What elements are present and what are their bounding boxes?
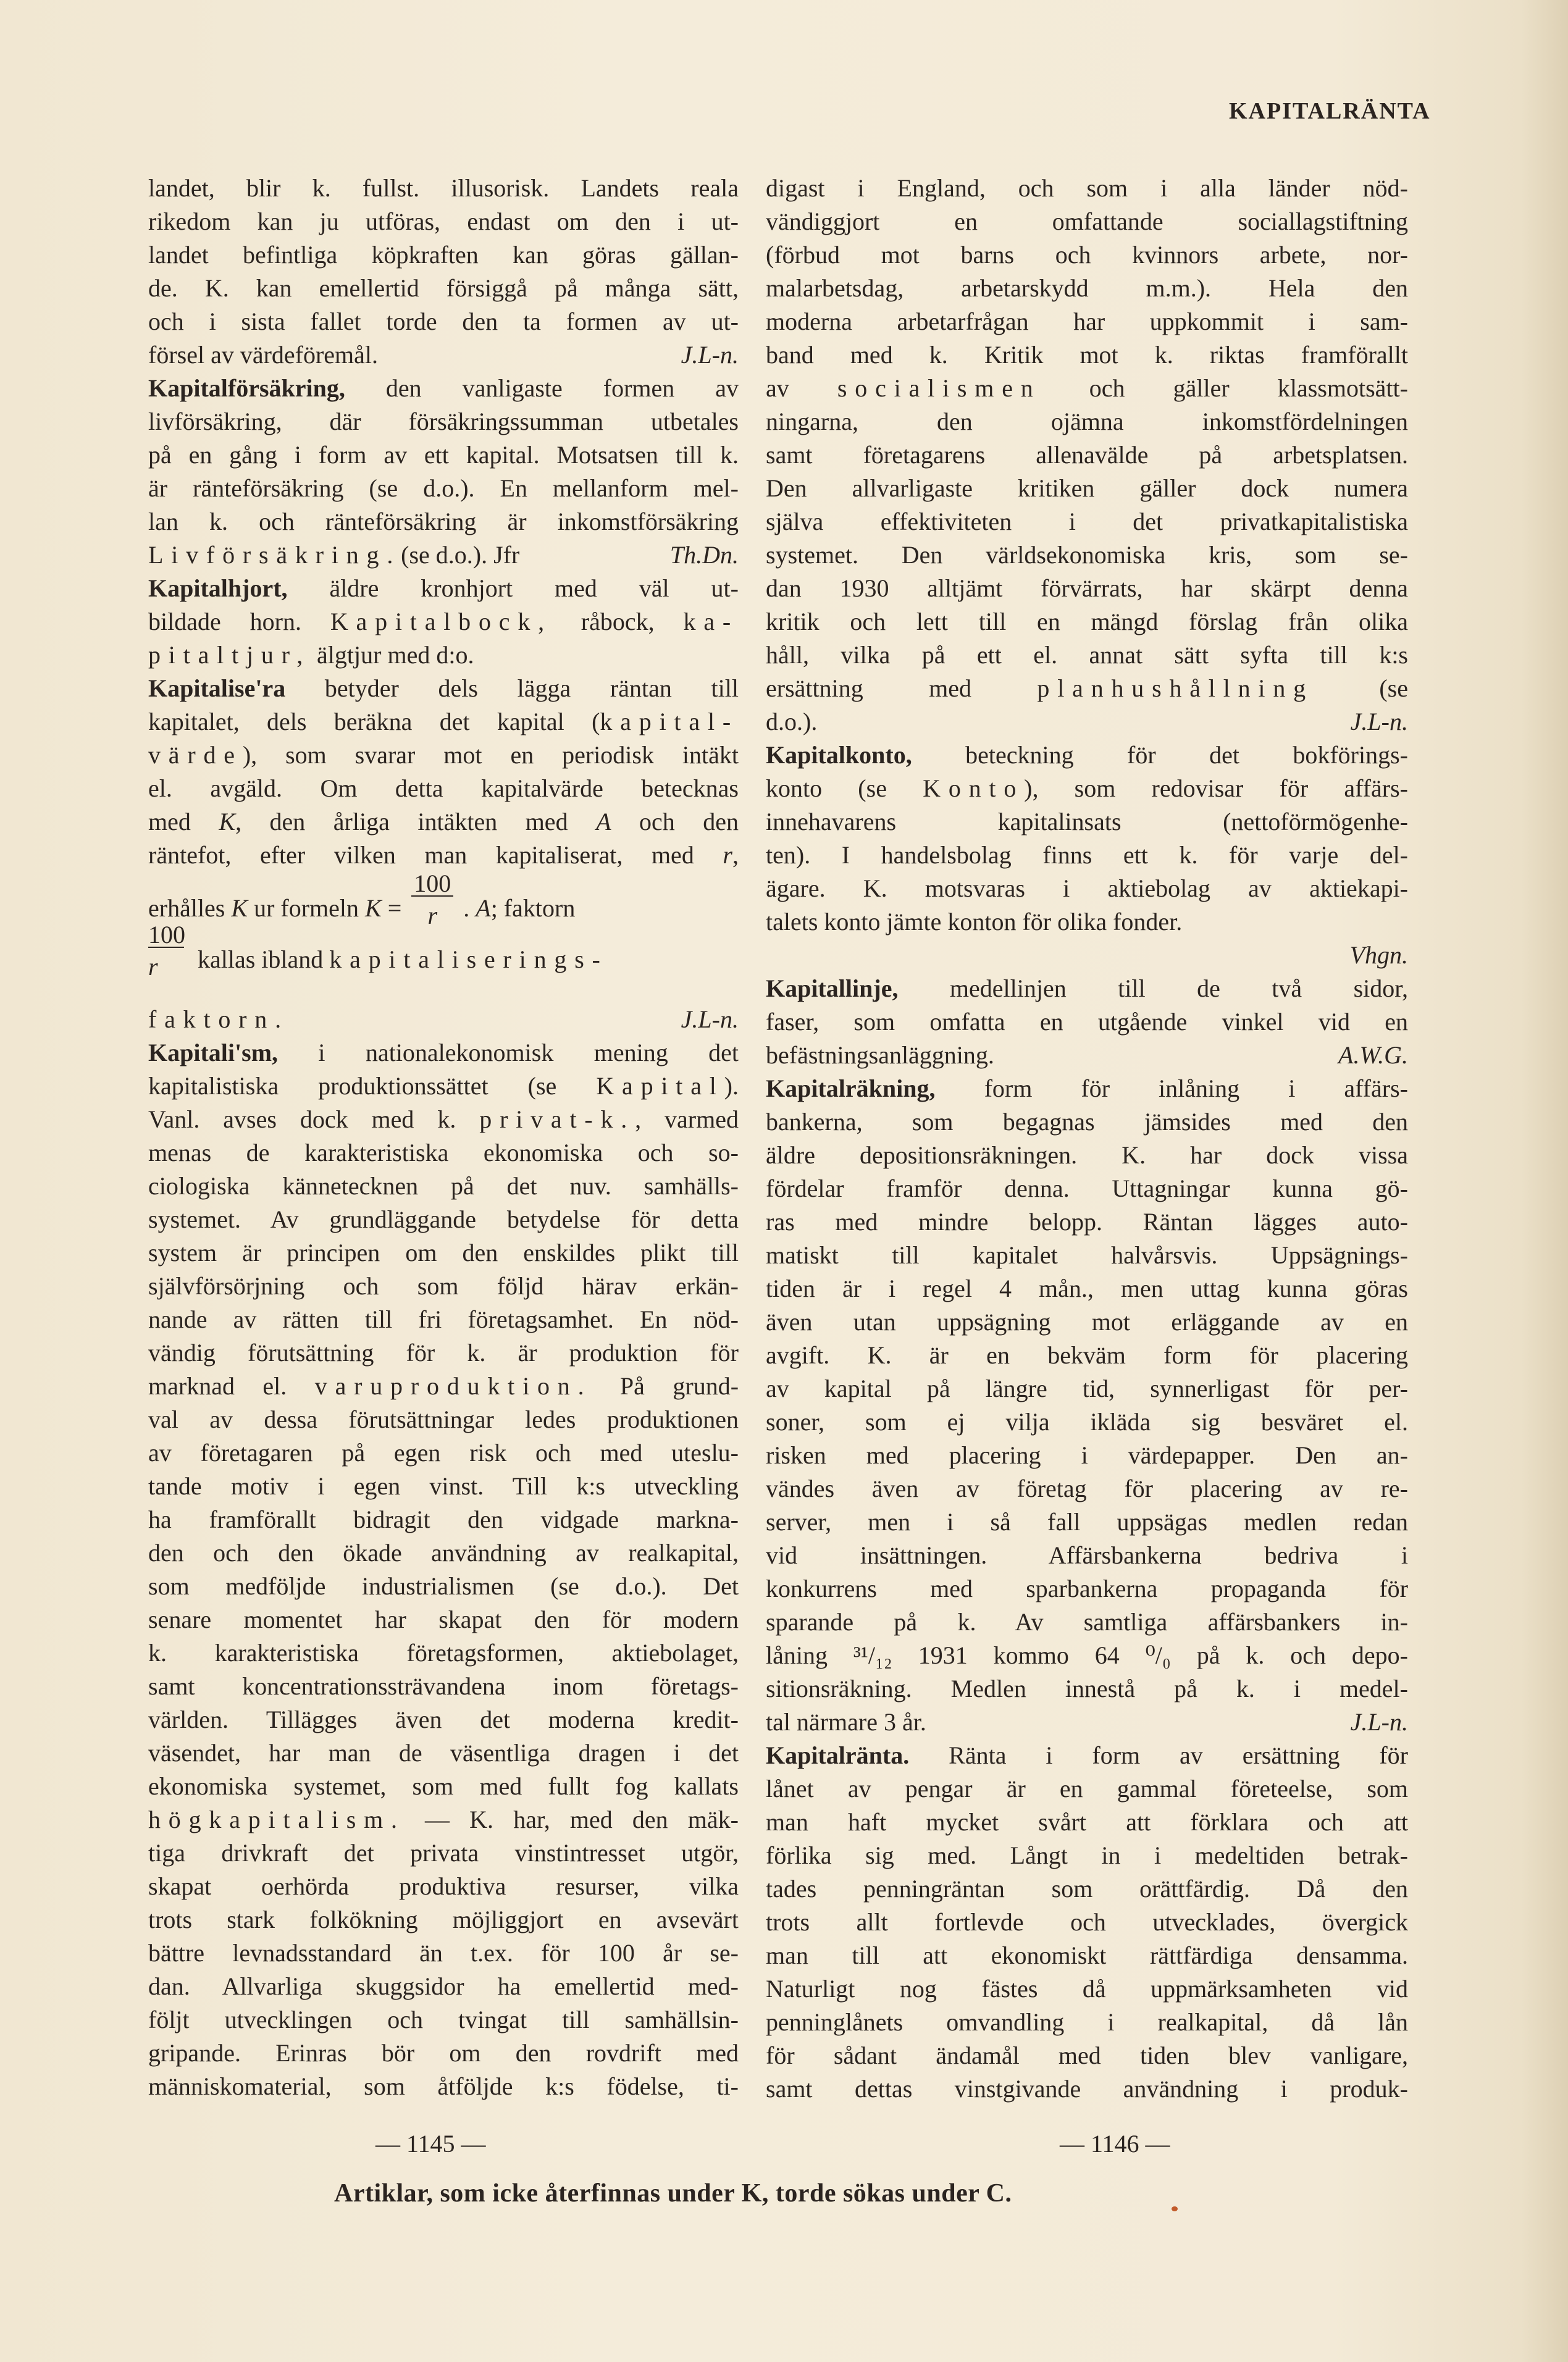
formula-text: kallas ibland — [191, 945, 330, 973]
text-line — [148, 1937, 739, 1970]
text-line — [766, 1072, 1408, 1105]
text-segment: systemet. Den världsekonomiska kris, som se- — [766, 541, 1408, 569]
text-segment: med — [148, 808, 219, 835]
text-segment: håll, vilka på ett el. annat sätt syfta till k:s — [766, 641, 1408, 669]
text-segment: ), som svarar mot en periodisk intäkt — [242, 741, 739, 769]
text-line — [148, 472, 739, 505]
text-segment: av — [766, 374, 837, 402]
entry-headword: Kapitalräkning, — [766, 1074, 936, 1102]
text-segment: livförsäkring, där försäkringssumman utbetales — [148, 408, 739, 435]
text-segment: ägare. K. motsvaras i aktiebolag av aktiekapi- — [766, 874, 1408, 902]
text-segment: tal närmare 3 år. — [766, 1708, 926, 1736]
entry-headword: Kapitalkonto, — [766, 741, 912, 769]
text-segment: ). — [724, 1072, 739, 1100]
author-signature: A.W.G. — [1338, 1041, 1408, 1069]
text-segment: bankerna, som begagnas jämsides med den — [766, 1108, 1408, 1136]
text-line — [148, 1636, 739, 1670]
text-line — [766, 505, 1408, 538]
spaced-term: Kapitalbock, — [330, 608, 552, 635]
spaced-term: planhushållning — [1037, 674, 1314, 702]
text-segment: el. avgäld. Om detta kapitalvärde betecknas — [148, 774, 739, 802]
page-number-left: — 1145 — — [375, 2130, 486, 2158]
text-segment: ersättning med — [766, 674, 1038, 702]
text-line — [148, 1236, 739, 1270]
author-signature: Th.Dn. — [669, 541, 739, 569]
text-line — [766, 972, 1408, 1005]
text-line — [766, 305, 1408, 338]
formula-text: ; faktorn — [490, 894, 576, 922]
text-segment: självförsörjning och som följd härav erkän- — [148, 1272, 739, 1300]
spaced-term: värde — [148, 741, 243, 769]
text-line — [766, 405, 1408, 438]
text-segment: gripande. Erinras bör om den rovdrift med — [148, 2039, 739, 2067]
formula-var-k: K — [231, 894, 248, 922]
text-segment: skapat oerhörda produktiva resurser, vilka — [148, 1872, 739, 1900]
text-segment: dan 1930 alltjämt förvärrats, har skärpt denna — [766, 574, 1408, 602]
text-line — [766, 1139, 1408, 1172]
left-column-lines-top — [148, 172, 739, 872]
text-line — [148, 705, 739, 739]
text-line — [148, 772, 739, 805]
text-segment: äldre kronhjort med väl ut- — [287, 574, 739, 602]
fraction-denominator: r — [148, 952, 158, 981]
text-segment: d.o.). — [766, 708, 818, 735]
text-line — [766, 1005, 1408, 1039]
fraction-bar — [411, 895, 453, 897]
text-segment: Vanl. avses dock med k. — [148, 1105, 480, 1133]
text-segment: ha framförallt bidragit den vidgade markna- — [148, 1506, 739, 1533]
text-segment: befästningsanläggning. — [766, 1041, 994, 1069]
text-segment: vändig förutsättning för k. är produktion för — [148, 1339, 739, 1367]
formula-var-k: K — [365, 894, 382, 922]
text-segment: tades penningräntan som orättfärdig. Då den — [766, 1875, 1408, 1903]
text-line — [148, 1770, 739, 1803]
text-segment: bättre levnadsstandard än t.ex. för 100 år se- — [148, 1939, 739, 1967]
text-line — [148, 1270, 739, 1303]
text-segment: faser, som omfatta en utgående vinkel vid en — [766, 1008, 1408, 1036]
text-line — [148, 572, 739, 605]
text-line — [148, 1603, 739, 1636]
text-segment: på en gång i form av ett kapital. Motsatsen till k. — [148, 441, 739, 469]
text-segment: ekonomiska systemet, som med fullt fog kallats — [148, 1772, 739, 1800]
text-line — [148, 372, 739, 405]
entry-headword: Kapitalförsäkring, — [148, 374, 345, 402]
text-segment: kritik och lett till en mängd förslag från olika — [766, 608, 1408, 635]
text-line — [148, 272, 739, 305]
text-line — [148, 672, 739, 705]
text-line — [148, 1136, 739, 1170]
text-line — [766, 1539, 1408, 1572]
text-line — [148, 172, 739, 205]
text-segment: och den — [611, 808, 739, 835]
text-line — [766, 2006, 1408, 2039]
text-segment: ciologiska kännetecknen på det nuv. samhälls- — [148, 1172, 739, 1200]
formula-text: . — [457, 894, 476, 922]
text-line — [148, 1736, 739, 1770]
text-segment: — K. har, med den mäk- — [405, 1806, 739, 1833]
text-segment: server, men i så fall uppsägas medlen redan — [766, 1508, 1408, 1536]
left-column — [148, 172, 739, 2103]
text-line — [766, 1739, 1408, 1772]
spaced-term: varuproduktion. — [314, 1372, 592, 1400]
spaced-term: kapitaliserings- — [329, 945, 608, 973]
text-line — [148, 805, 739, 839]
text-segment: matiskt till kapitalet halvårsvis. Uppsägnings- — [766, 1241, 1408, 1269]
text-line — [766, 372, 1408, 405]
text-line — [766, 438, 1408, 472]
text-line — [766, 939, 1408, 972]
text-segment: låning ³¹/₁₂ 1931 kommo 64 ⁰/₀ på k. och depo- — [766, 1641, 1408, 1669]
fraction — [408, 869, 457, 929]
text-line — [766, 1972, 1408, 2006]
text-line — [148, 1170, 739, 1203]
text-segment: (förbud mot barns och kvinnors arbete, nor- — [766, 241, 1408, 269]
formula-end-line — [148, 978, 739, 1036]
text-line — [148, 1870, 739, 1903]
text-segment: bildade horn. — [148, 608, 330, 635]
text-line — [148, 338, 739, 372]
spaced-term: privat-k. — [479, 1105, 635, 1133]
text-line — [766, 1405, 1408, 1439]
text-line — [148, 538, 739, 572]
text-segment: även utan uppsägning mot erläggande av en — [766, 1308, 1408, 1336]
spaced-term: Konto — [923, 774, 1025, 802]
text-segment: för sådant ändamål med tiden blev vanligare, — [766, 2042, 1408, 2069]
entry-headword: Kapitalränta. — [766, 1741, 910, 1769]
text-line — [766, 672, 1408, 705]
text-line — [148, 1203, 739, 1236]
text-segment: följt utvecklingen och tvingat till samhällsin- — [148, 2006, 739, 2033]
left-column-lines-bottom — [148, 1036, 739, 2103]
text-segment: Den allvarligaste kritiken gäller dock numera — [766, 474, 1408, 502]
spaced-term: Kapital — [596, 1072, 724, 1100]
formula-factor-line — [148, 920, 739, 981]
text-line — [148, 2003, 739, 2037]
text-line — [766, 338, 1408, 372]
text-line — [766, 772, 1408, 805]
text-line — [148, 1670, 739, 1703]
text-segment: talets konto jämte konton för olika fonder. — [766, 908, 1183, 936]
text-line — [148, 1370, 739, 1403]
text-segment: dan. Allvarliga skuggsidor ha emellertid med- — [148, 1972, 739, 2000]
text-line — [766, 1606, 1408, 1639]
entry-headword: Kapitali'sm, — [148, 1039, 279, 1066]
author-signature: J.L-n. — [1350, 1708, 1408, 1736]
formula-text: erhålles — [148, 894, 232, 922]
text-line — [766, 572, 1408, 605]
text-line — [148, 1070, 739, 1103]
text-segment: penninglånets omvandling i realkapital, då lån — [766, 2008, 1408, 2036]
paper-speck — [1172, 2206, 1178, 2211]
text-line — [148, 305, 739, 338]
text-segment: moderna arbetarfrågan har uppkommit i sam- — [766, 308, 1408, 335]
text-line — [148, 1970, 739, 2003]
text-segment: konto (se — [766, 774, 923, 802]
text-segment: menas de karakteristiska ekonomiska och so- — [148, 1139, 739, 1166]
text-line — [766, 2072, 1408, 2106]
text-line — [766, 1806, 1408, 1839]
author-signature: J.L-n. — [681, 341, 739, 369]
text-line — [766, 1706, 1408, 1739]
text-line — [148, 1336, 739, 1370]
text-segment: marknad el. — [148, 1372, 315, 1400]
text-segment: tiga drivkraft det privata vinstintresset utgör, — [148, 1839, 739, 1867]
text-line — [766, 1339, 1408, 1372]
text-segment: kapitalistiska produktionssättet (se — [148, 1072, 597, 1100]
text-segment: försel av värdeföremål. — [148, 341, 379, 369]
text-segment: (se — [1313, 674, 1408, 702]
spaced-term: högkapitalism. — [148, 1806, 405, 1833]
text-line — [766, 839, 1408, 872]
text-line — [148, 605, 739, 639]
text-segment: älgtjur med d:o. — [311, 641, 474, 669]
text-segment: vid insättningen. Affärsbankerna bedriva i — [766, 1541, 1408, 1569]
text-line — [148, 2037, 739, 2070]
text-line — [148, 1436, 739, 1470]
text-segment: landet befintliga köpkraften kan göras gällan- — [148, 241, 739, 269]
text-segment: systemet. Av grundläggande betydelse för detta — [148, 1205, 739, 1233]
right-column — [766, 172, 1408, 2106]
text-line — [148, 505, 739, 538]
text-line — [148, 2070, 739, 2103]
text-segment: och gäller klassmotsätt- — [1041, 374, 1408, 402]
text-segment: själva effektiviteten i det privatkapitalistiska — [766, 508, 1408, 535]
text-segment: form för inlåning i affärs- — [935, 1074, 1408, 1102]
text-segment: betyder dels lägga räntan till — [285, 674, 739, 702]
text-segment: rikedom kan ju utföras, endast om den i ut- — [148, 207, 739, 235]
text-segment: risken med placering i värdepapper. Den an- — [766, 1441, 1408, 1469]
text-segment: av kapital på längre tid, synnerligast för per- — [766, 1375, 1408, 1402]
fraction-numerator: 100 — [148, 920, 185, 949]
text-line — [766, 238, 1408, 272]
text-line — [766, 605, 1408, 639]
text-line — [148, 639, 739, 672]
text-line — [766, 272, 1408, 305]
italic-variable: r — [723, 841, 732, 869]
text-line — [148, 1036, 739, 1070]
text-segment: förlika sig med. Långt in i medeltiden betrak- — [766, 1841, 1408, 1869]
text-segment: beteckning för det bokförings- — [912, 741, 1408, 769]
text-segment: den vanligaste formen av — [345, 374, 739, 402]
text-segment: man haft mycket svårt att förklara och att — [766, 1808, 1408, 1836]
text-line — [148, 438, 739, 472]
text-segment: landet, blir k. fullst. illusorisk. Landets reala — [148, 174, 739, 202]
text-line — [766, 705, 1408, 739]
fraction-denominator: r — [427, 901, 438, 929]
text-segment: äldre depositionsräkningen. K. har dock vissa — [766, 1141, 1408, 1169]
text-segment: innehavarens kapitalinsats (nettoförmögenhe- — [766, 808, 1408, 835]
running-header: KAPITALRÄNTA — [1229, 98, 1431, 124]
text-line — [766, 1939, 1408, 1972]
author-signature: Vhgn. — [1349, 941, 1408, 969]
text-line — [766, 905, 1408, 939]
formula-var-a: A — [476, 894, 491, 922]
text-segment: vändes även av företag för placering av re- — [766, 1475, 1408, 1502]
text-segment: ten). I handelsbolag finns ett k. för varje del- — [766, 841, 1408, 869]
text-segment: Naturligt nog fästes då uppmärksamheten vid — [766, 1975, 1408, 2003]
text-segment: kapitalet, dels beräkna det kapital ( — [148, 708, 600, 735]
text-segment: lånet av pengar är en gammal företeelse, som — [766, 1775, 1408, 1803]
text-line — [766, 1239, 1408, 1272]
entry-headword: Kapitalhjort, — [148, 574, 288, 602]
text-segment: man till att ekonomiskt rättfärdiga densamma. — [766, 1941, 1408, 1969]
capitalization-formula — [148, 869, 739, 1036]
text-line — [148, 1403, 739, 1436]
text-line — [766, 2039, 1408, 2072]
text-line — [766, 1506, 1408, 1539]
author-signature: J.L-n. — [681, 1005, 739, 1033]
text-line — [766, 1672, 1408, 1706]
formula-text: ur formeln — [248, 894, 366, 922]
text-segment: (se d.o.). Jfr — [401, 541, 520, 569]
text-line — [148, 1303, 739, 1336]
author-signature: J.L-n. — [1350, 708, 1408, 735]
text-segment: är ränteförsäkring (se d.o.). En mellanform mel- — [148, 474, 739, 502]
text-line — [148, 1103, 739, 1136]
text-segment: i nationalekonomisk mening det — [278, 1039, 739, 1066]
text-line — [766, 1172, 1408, 1205]
text-segment: den och den ökade användning av realkapital, — [148, 1539, 739, 1567]
text-segment: tiden är i regel 4 mån., men uttag kunna göras — [766, 1275, 1408, 1302]
text-segment: lan k. och ränteförsäkring är inkomstförsäkring — [148, 508, 739, 535]
text-line — [766, 1472, 1408, 1506]
text-segment: trots stark folkökning möjliggjort en avsevärt — [148, 1906, 739, 1933]
spaced-term: pitaltjur, — [148, 641, 311, 669]
text-segment: vändiggjort en omfattande sociallagstiftning — [766, 207, 1408, 235]
text-segment: malarbetsdag, arbetarskydd m.m.). Hela den — [766, 274, 1408, 302]
text-segment: väsendet, har man de väsentliga dragen i det — [148, 1739, 739, 1767]
text-line — [148, 1703, 739, 1736]
text-segment: människomaterial, som åtföljde k:s födelse, ti- — [148, 2072, 739, 2100]
text-segment: Ränta i form av ersättning för — [909, 1741, 1408, 1769]
text-segment: , den årliga intäkten med — [235, 808, 597, 835]
text-segment: val av dessa förutsättningar ledes produktionen — [148, 1405, 739, 1433]
italic-variable: K — [219, 808, 236, 835]
text-segment: På grund- — [592, 1372, 739, 1400]
spaced-term: ka- — [683, 608, 739, 635]
text-segment: k. karakteristiska företagsformen, aktiebolaget, — [148, 1639, 739, 1667]
text-line — [766, 538, 1408, 572]
text-segment: tande motiv i egen vinst. Till k:s utveckling — [148, 1472, 739, 1500]
text-line — [148, 1570, 739, 1603]
text-segment: samt koncentrationssträvandena inom företags- — [148, 1672, 739, 1700]
spaced-term: Livförsäkring. — [148, 541, 401, 569]
spaced-term: faktorn. — [148, 1005, 289, 1033]
text-segment: de. K. kan emellertid försiggå på många sätt, — [148, 274, 739, 302]
text-segment: samt dettas vinstgivande användning i produk- — [766, 2075, 1408, 2103]
text-segment: sparande på k. Av samtliga affärsbankers in- — [766, 1608, 1408, 1636]
spaced-term: kapital- — [600, 708, 739, 735]
text-line — [148, 1836, 739, 1870]
text-line — [766, 1272, 1408, 1305]
text-segment: räntefot, efter vilken man kapitaliserat, med — [148, 841, 723, 869]
text-segment: , — [732, 841, 739, 869]
text-line — [766, 1305, 1408, 1339]
text-segment: senare momentet har skapat den för modern — [148, 1606, 739, 1633]
text-line — [766, 739, 1408, 772]
text-line — [148, 1536, 739, 1570]
entry-headword: Kapitallinje, — [766, 974, 899, 1002]
text-segment: som medföljde industrialismen (se d.o.). Det — [148, 1572, 739, 1600]
text-line — [766, 1439, 1408, 1472]
text-segment: digast i England, och som i alla länder nöd- — [766, 174, 1408, 202]
text-line — [766, 872, 1408, 905]
text-segment: sitionsräkning. Medlen innestå på k. i medel- — [766, 1675, 1408, 1702]
text-line — [766, 805, 1408, 839]
text-segment: ras med mindre belopp. Räntan lägges auto- — [766, 1208, 1408, 1236]
text-segment: råbock, — [551, 608, 684, 635]
page-number-right: — 1146 — — [1060, 2130, 1170, 2158]
text-segment: världen. Tillägges även det moderna kredit- — [148, 1706, 739, 1733]
text-line — [148, 1903, 739, 1937]
text-line — [766, 1572, 1408, 1606]
text-segment: fördelar framför denna. Uttagningar kunna gö- — [766, 1175, 1408, 1202]
text-line — [766, 1839, 1408, 1872]
text-line — [766, 1639, 1408, 1672]
text-line — [766, 172, 1408, 205]
text-segment: system är principen om den enskildes plikt till — [148, 1239, 739, 1267]
fraction — [148, 920, 191, 981]
fraction-numerator: 100 — [414, 869, 451, 897]
text-line — [148, 205, 739, 238]
text-segment: avgift. K. är en bekväm form för placering — [766, 1341, 1408, 1369]
text-line — [766, 1906, 1408, 1939]
text-segment: band med k. Kritik mot k. riktas framförallt — [766, 341, 1408, 369]
entry-headword: Kapitalise'ra — [148, 674, 286, 702]
text-line — [766, 472, 1408, 505]
text-line — [148, 739, 739, 772]
footer-note: Artiklar, som icke återfinnas under K, torde sökas under C. — [334, 2179, 1012, 2208]
text-segment: och i sista fallet torde den ta formen av ut- — [148, 308, 739, 335]
formula-equals: = — [381, 894, 408, 922]
text-segment: medellinjen till de två sidor, — [898, 974, 1408, 1002]
text-segment: soner, som ej vilja ikläda sig besväret el. — [766, 1408, 1408, 1436]
italic-variable: A — [596, 808, 611, 835]
text-line — [766, 1105, 1408, 1139]
text-line — [766, 1772, 1408, 1806]
text-line — [148, 238, 739, 272]
text-segment: trots allt fortlevde och utvecklades, övergick — [766, 1908, 1408, 1936]
text-line — [766, 1372, 1408, 1405]
spaced-term: socialismen — [837, 374, 1041, 402]
text-line — [766, 1039, 1408, 1072]
text-line — [766, 639, 1408, 672]
text-line — [766, 1205, 1408, 1239]
text-line — [148, 1503, 739, 1536]
text-segment: ), som redovisar för affärs- — [1024, 774, 1408, 802]
text-line — [148, 1470, 739, 1503]
text-segment: ningarna, den ojämna inkomstfördelningen — [766, 408, 1408, 435]
text-segment: konkurrens med sparbankerna propaganda för — [766, 1575, 1408, 1602]
text-line — [148, 1803, 739, 1836]
text-segment: av företagaren på egen risk och med uteslu- — [148, 1439, 739, 1467]
text-line — [766, 1872, 1408, 1906]
text-segment: nande av rätten till fri företagsamhet. En nöd- — [148, 1305, 739, 1333]
text-segment: samt företagarens allenavälde på arbetsplatsen. — [766, 441, 1408, 469]
text-segment: , varmed — [635, 1105, 739, 1133]
formula-line — [148, 869, 739, 931]
text-line — [148, 405, 739, 438]
fraction-bar — [148, 947, 184, 948]
text-line — [766, 205, 1408, 238]
